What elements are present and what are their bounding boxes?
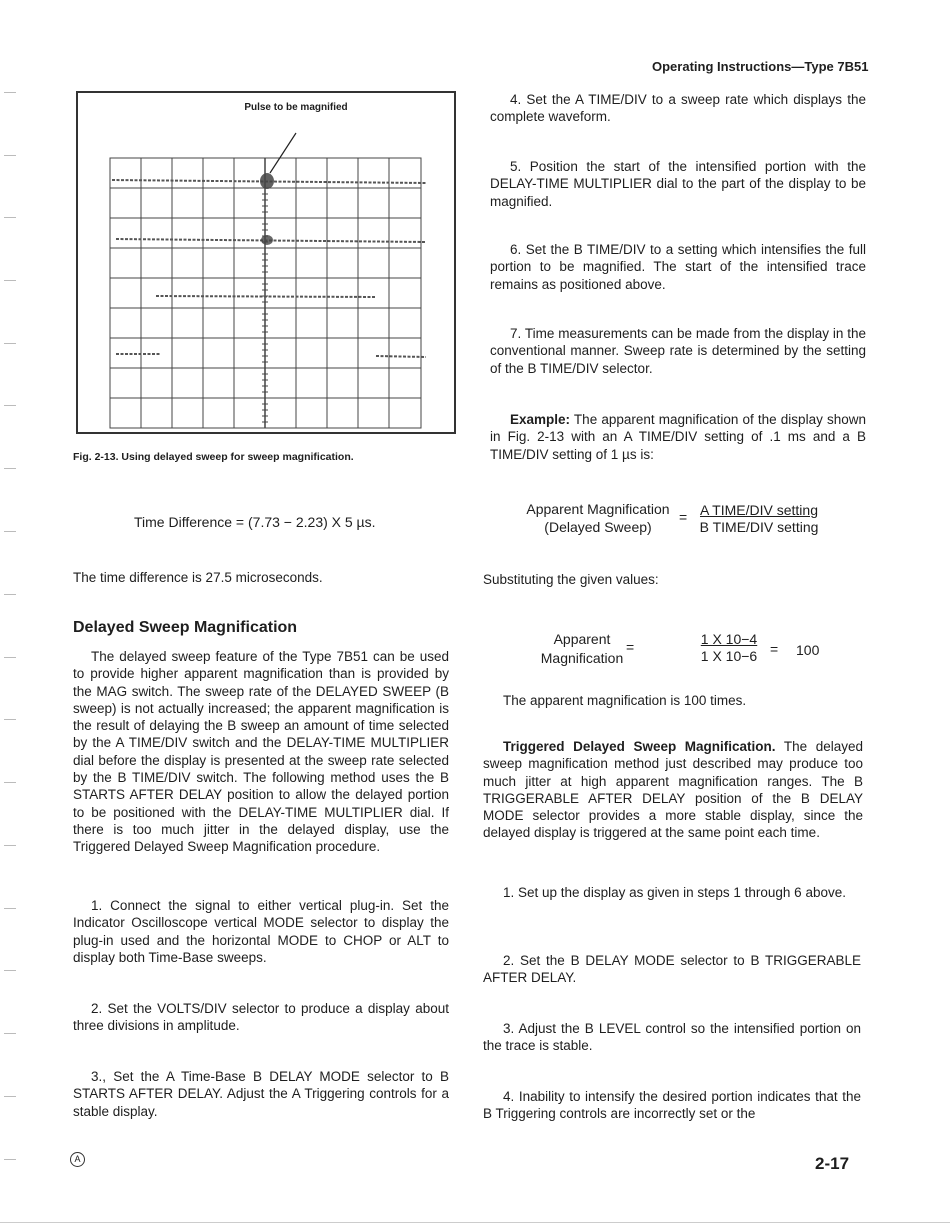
formula-2-fraction (692, 631, 766, 665)
formula-1-lhs-line2: (Delayed Sweep) (544, 519, 652, 535)
example-text: The apparent magnification of the display shown in Fig. 2-13 with an A TIME/DIV setting of .1 ms and a B TIME/DIV setting of 1 µs is: (490, 412, 866, 462)
step-1-paragraph: 1. Connect the signal to either vertical plug-in. Set the Indicator Oscilloscope vertical MODE selector to display the plug-in used and the horizontal MODE to CHOP or ALT to display both Time-Base sweeps. (73, 898, 449, 965)
triggered-step-2: 2. Set the B DELAY MODE selector to B TRIGGERABLE AFTER DELAY. (483, 953, 861, 986)
formula-2-result: 100 (796, 642, 820, 658)
triggered-paragraph (483, 738, 863, 842)
formula-1-denominator: B TIME/DIV setting (699, 519, 819, 535)
formula-1-numerator: A TIME/DIV setting (699, 502, 818, 518)
trace-b-lower-right (376, 356, 426, 357)
step-6-paragraph: 6. Set the B TIME/DIV to a setting which intensifies the full portion to be magnified. The start of the intensified trace remains as positioned above. (490, 242, 866, 292)
formula-1-lhs-line1: Apparent Magnification (526, 501, 670, 517)
time-difference-formula: Time Difference = (7.73 − 2.23) X 5 µs. (134, 514, 376, 530)
formula-1-fraction (692, 502, 826, 536)
step-5-paragraph: 5. Position the start of the intensified portion with the DELAY-TIME MULTIPLIER dial to the part of the display to be magnified. (490, 159, 866, 209)
formula-2-equals-2: = (770, 641, 779, 657)
pulse-blob-upper (260, 173, 274, 189)
step-7-paragraph: 7. Time measurements can be made from the display in the conventional manner. Sweep rate is determined by the setting of the B TIME/DIV selector. (490, 326, 866, 376)
step-2-paragraph: 2. Set the VOLTS/DIV selector to produce a display about three divisions in amplitude. (73, 1001, 449, 1034)
scan-bottom-edge (0, 1222, 950, 1223)
callout-arrow (270, 133, 296, 173)
formula-2-denominator: 1 X 10−6 (700, 648, 758, 664)
formula-2-numerator: 1 X 10−4 (700, 631, 758, 647)
oscilloscope-graticule-figure (76, 91, 456, 434)
triggered-step-4: 4. Inability to intensify the desired portion indicates that the B Triggering controls are incorrectly set or the (483, 1089, 861, 1122)
page-number: 2-17 (815, 1154, 850, 1173)
figure-callout-label: Pulse to be magnified (244, 102, 348, 113)
page-header: Operating Instructions—Type 7B51 (652, 59, 869, 74)
formula-2-lhs (522, 630, 642, 668)
pulse-blob-lower (261, 235, 273, 245)
tektronix-mark: A (70, 1152, 85, 1167)
step-3-paragraph: 3., Set the A Time-Base B DELAY MODE selector to B STARTS AFTER DELAY. Adjust the A Triggering controls for a stable display. (73, 1069, 449, 1119)
substituting-text: Substituting the given values: (483, 572, 659, 587)
section-heading: Delayed Sweep Magnification (73, 619, 298, 636)
magnification-result: The apparent magnification is 100 times. (503, 693, 747, 708)
intro-paragraph: The delayed sweep feature of the Type 7B51 can be used to provide higher apparent magnification than is provided by the MAG switch. The sweep rate of the DELAYED SWEEP (B sweep) is not actually increased; the apparent magnification is the result of delaying the B sweep an amount of time selected by the A TIME/DIV switch and the DELAY-TIME MULTIPLIER dial before the display is presented at the sweep rate selected by the B TIME/DIV switch. The following method uses the B STARTS AFTER DELAY position to allow the delayed portion to be positioned with the DELAY-TIME MULTIPLIER dial. If there is too much jitter in the delayed display, use the Triggered Delayed Sweep Magnification procedure. (73, 649, 449, 855)
triggered-text: The delayed sweep magnification method just described may produce too much jitter at high apparent magnification ranges. The B TRIGGERABLE AFTER DELAY position of the B DELAY MODE selector provides a more stable display, since the delayed display is triggered at the same point each time. (483, 739, 864, 841)
formula-2-lhs-line2: Magnification (540, 650, 624, 666)
formula-1-equals: = (679, 509, 688, 525)
formula-2-equals: = (626, 639, 635, 655)
example-label: Example: (510, 412, 571, 427)
step-4-paragraph: 4. Set the A TIME/DIV to a sweep rate which displays the complete waveform. (490, 92, 866, 125)
formula-1-lhs (522, 500, 674, 536)
triggered-step-3: 3. Adjust the B LEVEL control so the intensified portion on the trace is stable. (483, 1021, 861, 1054)
figure-caption: Fig. 2-13. Using delayed sweep for sweep magnification. (73, 451, 354, 463)
triggered-heading: Triggered Delayed Sweep Magnification. (503, 739, 776, 754)
time-difference-result: The time difference is 27.5 microseconds. (73, 570, 323, 585)
formula-2-lhs-line1: Apparent (553, 631, 611, 647)
trace-b-upper (156, 296, 376, 297)
example-paragraph (490, 411, 866, 463)
triggered-step-1: 1. Set up the display as given in steps 1 through 6 above. (503, 885, 846, 900)
